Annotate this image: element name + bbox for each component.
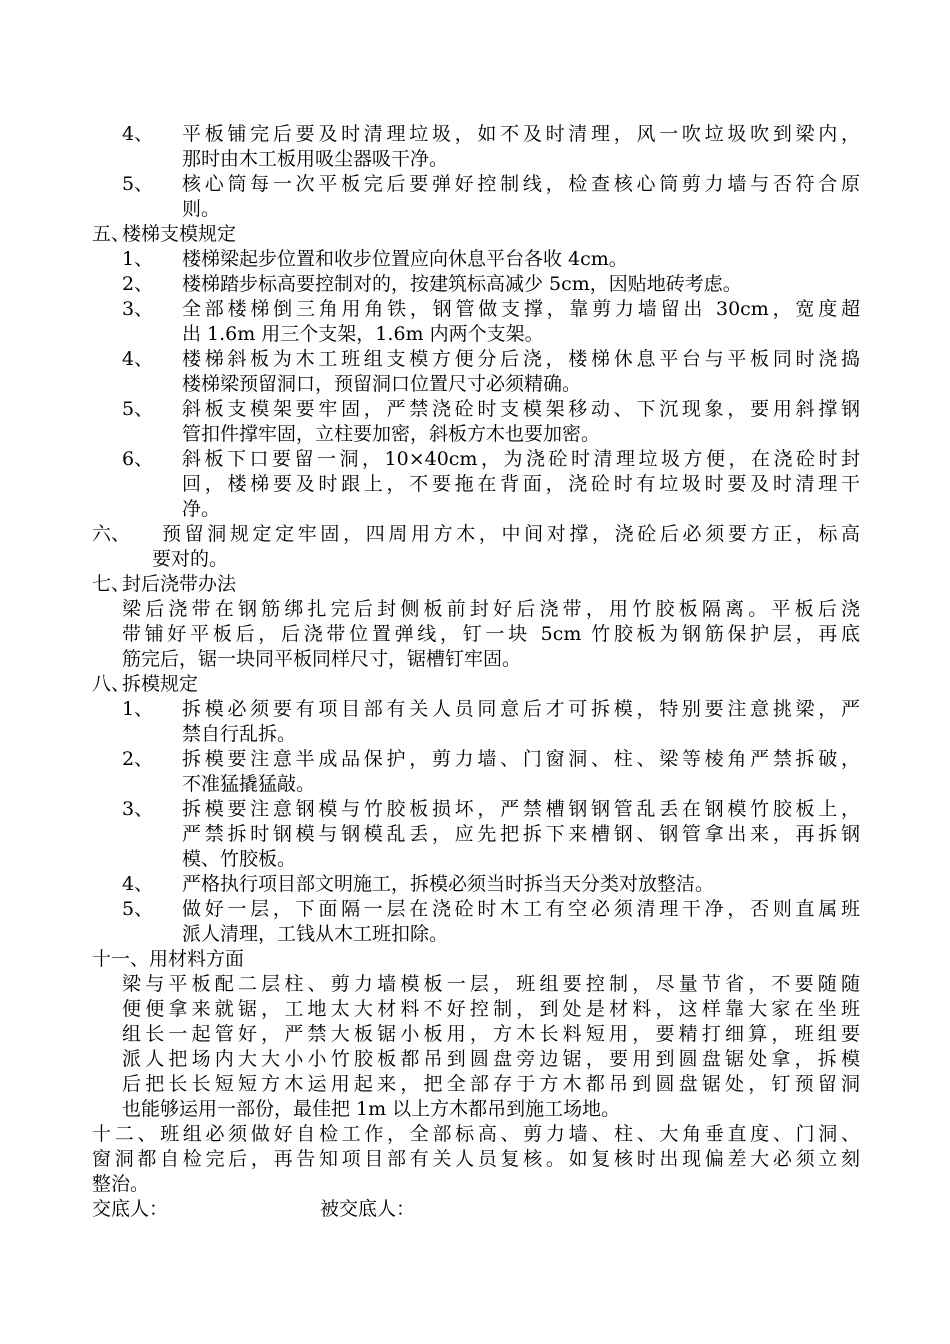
demolding-item-number: 5、 [122, 898, 154, 920]
demolding-item-line [92, 897, 860, 922]
materials-paragraph-text: 梁与平板配二层柱、剪力墙模板一层，班组要控制，尽量节省，不要随随 [122, 973, 860, 995]
stairs-item-line [92, 447, 860, 472]
section-reserved-holes-number: 六、 [92, 523, 131, 545]
floor-item-number: 4、 [122, 123, 154, 145]
section-heading-stairs-title: 楼梯支模规定 [122, 223, 237, 245]
stairs-item-line [92, 247, 860, 272]
self-check-paragraph-line [92, 1172, 860, 1197]
document-page [92, 122, 860, 1222]
demolding-item-text: 拆模必须要有项目部有关人员同意后才可拆模，特别要注意挑梁，严 [182, 698, 860, 720]
self-check-paragraph-line [92, 1122, 860, 1147]
stairs-item-line [92, 472, 860, 497]
stairs-item-text: 楼梯踏步标高要控制对的，按建筑标高减少 5cm，因贴地砖考虑。 [182, 273, 742, 295]
demolding-item-line [92, 847, 860, 872]
demolding-item-number: 4、 [122, 873, 154, 895]
stairs-item-number: 2、 [122, 273, 154, 295]
section-heading-stairs-number: 五、 [92, 223, 131, 245]
demolding-item-text: 严格执行项目部文明施工，拆模必须当时拆当天分类对放整洁。 [182, 873, 715, 895]
stairs-item-number: 6、 [122, 448, 154, 470]
stairs-item-number: 5、 [122, 398, 154, 420]
section-reserved-holes-text: 预留洞规定定牢固，四周用方木，中间对撑，浇砼后必须要方正，标高 [162, 523, 860, 545]
floor-item-line [92, 147, 860, 172]
demolding-item-line [92, 872, 860, 897]
section-heading-materials-text: 十一、用材料方面 [92, 948, 245, 970]
stairs-item-text: 全部楼梯倒三角用角铁，钢管做支撑，靠剪力墙留出 30cm，宽度超 [182, 298, 860, 320]
floor-item-text: 则。 [182, 198, 221, 220]
stairs-item-number: 3、 [122, 298, 154, 320]
demolding-item-text: 禁自行乱拆。 [182, 723, 297, 745]
floor-item-line [92, 122, 860, 147]
stairs-item-text: 出 1.6m 用三个支架，1.6m 内两个支架。 [182, 323, 544, 345]
section-heading-demolding-number: 八、 [92, 673, 131, 695]
section-heading-post-pour-number: 七、 [92, 573, 131, 595]
stairs-item-text: 净。 [182, 498, 221, 520]
demolding-item-number: 2、 [122, 748, 154, 770]
materials-paragraph-line [92, 1047, 860, 1072]
stairs-item-line [92, 347, 860, 372]
materials-paragraph-line [92, 997, 860, 1022]
demolding-item-line [92, 747, 860, 772]
demolding-item-line [92, 722, 860, 747]
floor-item-number: 5、 [122, 173, 154, 195]
stairs-item-text: 回，楼梯要及时跟上，不要拖在背面，浇砼时有垃圾时要及时清理干 [182, 473, 860, 495]
stairs-item-text: 斜板支模架要牢固，严禁浇砼时支模架移动、下沉现象，要用斜撑钢 [182, 398, 860, 420]
stairs-item-line [92, 422, 860, 447]
stairs-item-text: 斜板下口要留一洞，10×40cm，为浇砼时清理垃圾方便，在浇砼时封 [182, 448, 860, 470]
self-check-paragraph-text: 十二、班组必须做好自检工作，全部标高、剪力墙、柱、大角垂直度、门洞、 [92, 1123, 860, 1145]
stairs-item-line [92, 297, 860, 322]
materials-paragraph-text: 派人把场内大大小小竹胶板都吊到圆盘旁边锯，要用到圆盘锯处拿，拆模 [122, 1048, 860, 1070]
post-pour-paragraph-line [92, 622, 860, 647]
signature-line [92, 1197, 860, 1222]
stairs-item-number: 4、 [122, 348, 154, 370]
section-reserved-holes-line [92, 547, 860, 572]
materials-paragraph-line [92, 1072, 860, 1097]
demolding-item-line [92, 922, 860, 947]
signature-receiver-label: 被交底人： [320, 1198, 416, 1220]
demolding-item-text: 严禁拆时钢模与钢模乱丢，应先把拆下来槽钢、钢管拿出来，再拆钢 [182, 823, 860, 845]
materials-paragraph-text: 后把长长短短方木运用起来，把全部存于方木都吊到圆盘锯处，钉预留洞 [122, 1073, 860, 1095]
demolding-item-number: 1、 [122, 698, 154, 720]
floor-item-text: 那时由木工板用吸尘器吸干净。 [182, 148, 449, 170]
self-check-paragraph-line [92, 1147, 860, 1172]
stairs-item-line [92, 497, 860, 522]
post-pour-paragraph-line [92, 597, 860, 622]
section-heading-stairs [92, 222, 860, 247]
post-pour-paragraph-line [92, 647, 860, 672]
demolding-item-text: 派人清理，工钱从木工班扣除。 [182, 923, 449, 945]
floor-item-text: 平板铺完后要及时清理垃圾，如不及时清理，风一吹垃圾吹到梁内， [182, 123, 860, 145]
self-check-paragraph-text: 窗洞都自检完后，再告知项目部有关人员复核。如复核时出现偏差大必须立刻 [92, 1148, 860, 1170]
demolding-item-text: 做好一层，下面隔一层在浇砼时木工有空必须清理干净，否则直属班 [182, 898, 860, 920]
demolding-item-text: 模、竹胶板。 [182, 848, 297, 870]
section-heading-post-pour [92, 572, 860, 597]
stairs-item-text: 楼梯斜板为木工班组支模方便分后浇，楼梯休息平台与平板同时浇捣 [182, 348, 860, 370]
demolding-item-number: 3、 [122, 798, 154, 820]
section-heading-demolding-title: 拆模规定 [122, 673, 199, 695]
floor-item-line [92, 172, 860, 197]
demolding-item-text: 拆模要注意钢模与竹胶板损坏，严禁槽钢钢管乱丢在钢模竹胶板上， [182, 798, 860, 820]
post-pour-paragraph-text: 带铺好平板后，后浇带位置弹线，钉一块 5cm 竹胶板为钢筋保护层，再底 [122, 623, 860, 645]
section-heading-demolding [92, 672, 860, 697]
stairs-item-text: 楼梯梁预留洞口，预留洞口位置尺寸必须精确。 [182, 373, 582, 395]
demolding-item-line [92, 822, 860, 847]
section-heading-materials [92, 947, 860, 972]
materials-paragraph-line [92, 1022, 860, 1047]
materials-paragraph-text: 也能够运用一部份，最佳把 1m 以上方木都吊到施工场地。 [122, 1098, 621, 1120]
signature-giver-label: 交底人： [92, 1198, 169, 1220]
section-reserved-holes-line [92, 522, 860, 547]
section-reserved-holes-text: 要对的。 [152, 548, 229, 570]
demolding-item-line [92, 772, 860, 797]
demolding-item-line [92, 697, 860, 722]
demolding-item-line [92, 797, 860, 822]
stairs-item-line [92, 372, 860, 397]
self-check-paragraph-text: 整治。 [92, 1173, 150, 1195]
stairs-item-number: 1、 [122, 248, 154, 270]
stairs-item-line [92, 397, 860, 422]
demolding-item-text: 拆模要注意半成品保护，剪力墙、门窗洞、柱、梁等棱角严禁拆破， [182, 748, 860, 770]
floor-item-text: 核心筒每一次平板完后要弹好控制线，检查核心筒剪力墙与否符合原 [182, 173, 860, 195]
materials-paragraph-text: 组长一起管好，严禁大板锯小板用，方木长料短用，要精打细算，班组要 [122, 1023, 860, 1045]
materials-paragraph-text: 便便拿来就锯，工地太大材料不好控制，到处是材料，这样靠大家在坐班 [122, 998, 860, 1020]
post-pour-paragraph-text: 筋完后，锯一块同平板同样尺寸，锯槽钉牢固。 [122, 648, 522, 670]
stairs-item-text: 管扣件撑牢固，立柱要加密，斜板方木也要加密。 [182, 423, 601, 445]
post-pour-paragraph-text: 梁后浇带在钢筋绑扎完后封侧板前封好后浇带，用竹胶板隔离。平板后浇 [122, 598, 860, 620]
demolding-item-text: 不准猛撬猛敲。 [182, 773, 316, 795]
materials-paragraph-line [92, 1097, 860, 1122]
floor-item-line [92, 197, 860, 222]
stairs-item-line [92, 322, 860, 347]
stairs-item-line [92, 272, 860, 297]
materials-paragraph-line [92, 972, 860, 997]
stairs-item-text: 楼梯梁起步位置和收步位置应向休息平台各收 4cm。 [182, 248, 628, 270]
section-heading-post-pour-title: 封后浇带办法 [122, 573, 237, 595]
